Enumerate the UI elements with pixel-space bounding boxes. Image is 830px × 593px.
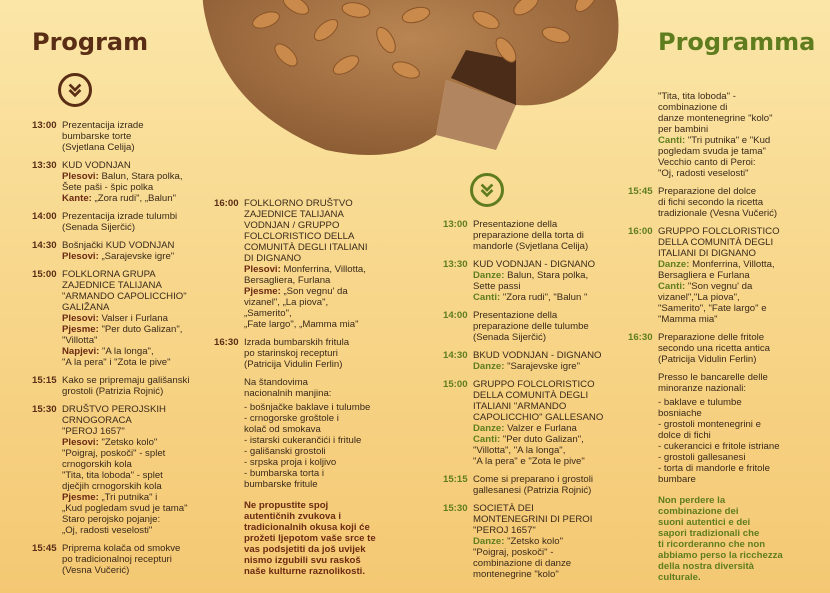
detail-label: Canti: [658,135,686,146]
description-line: po starinskoj recepturi [244,348,338,359]
description-line: SOCIETÀ DEI [473,503,534,514]
schedule-item [443,259,623,303]
performance-detail [62,492,212,536]
performance-detail [62,437,212,492]
detail-label: Danze: [473,270,505,281]
detail-label: Danze: [658,259,690,270]
stands-intro: Na štandovima nacionalnih manjina: [244,377,332,399]
stand-item: - grostoli montenegrini e dolce di fichi [658,419,761,441]
stand-item: - torta di mandorle e fritole bumbare [658,463,770,485]
description-line: Preparazione del dolce [658,186,757,197]
double-chevron-down-icon [58,73,92,107]
schedule-description [473,379,623,467]
schedule-description [62,404,212,536]
detail-text: Valzer e Furlana [504,423,577,434]
detail-text: "Sarajevske igre" [504,361,581,372]
performance-detail [473,361,623,372]
description-line: "ARMANDO CAPOLICCHIO" [62,291,187,302]
schedule-description [473,310,623,343]
description-line: (Senada Sijerčić) [62,222,136,233]
schedule-time: 15:45 [32,543,57,554]
schedule-description [473,219,623,252]
detail-text: „Sarajevske igre" [98,251,175,262]
schedule-time: 16:30 [628,332,653,343]
performance-detail [62,171,212,193]
schedule-time: 15:30 [443,503,468,514]
schedule-time: 13:30 [443,259,468,270]
programma-title: Programma [658,28,816,56]
detail-label: Pjesme: [62,324,99,335]
stands-block [658,372,808,583]
schedule-description [62,543,212,576]
schedule-time: 13:00 [443,219,468,230]
performance-detail [244,264,396,286]
schedule-description [62,211,212,233]
schedule-item [443,503,623,580]
detail-text: "Zetsko kolo" "Poigraj, poskoči" - splet crnogorskih kola "Tita, tita loboda" - splet dječjih crnogorskih kola [62,437,166,492]
schedule-time: 15:00 [32,269,57,280]
schedule-item [443,310,623,343]
italian-schedule-part-2 [628,91,808,583]
description-line: (Svjetlana Celija) [62,142,135,153]
detail-label: Pjesme: [62,492,99,503]
schedule-item [32,211,212,233]
detail-label: Danze: [473,536,505,547]
description-line: (Patricija Vidulin Ferlin) [244,359,343,370]
detail-label: Plesovi: [244,264,281,275]
stand-item: - gališanski grostoli [244,446,326,457]
detail-text: "A la longa", "A la pera" i "Zota le pive" [62,346,171,368]
description-line: Presentazione della [473,310,558,321]
schedule-item [443,219,623,252]
performance-detail [658,259,808,281]
description-line: Izrada bumbarskih fritula [244,337,350,348]
description-line: Presentazione della [473,219,558,230]
performance-detail [62,346,212,368]
description-line: ITALIANI DI DIGNANO [658,248,756,259]
description-line: GALIŽANA [62,302,110,313]
schedule-item [214,337,396,370]
description-line: "PEROJ 1657" [473,525,536,536]
description-line: DI DIGNANO [244,253,302,264]
description-line: KUD VODNJAN - DIGNANO [473,259,596,270]
detail-label: Danze: [473,423,505,434]
description-line: FOLKLORNO DRUŠTVO [244,198,353,209]
description-line: GRUPPO FOLCLORISTICO [473,379,595,390]
schedule-description [473,350,623,372]
description-line: Priprema kolača od smokve [62,543,181,554]
performance-detail [473,292,623,303]
performance-detail [658,135,808,179]
schedule-description [658,226,808,325]
performance-detail [658,281,808,325]
description-line: FOLCLORISTICO DELLA [244,231,355,242]
stand-item: - cukerancici e fritole istriane [658,441,780,452]
detail-text: "Per duto Galizan", "Villotta" [62,324,183,346]
description-line: Bošnjački KUD VODNJAN [62,240,175,251]
description-line: secondo una ricetta antica [658,343,771,354]
schedule-description [473,503,623,580]
description-line: po tradicionalnoj recepturi [62,554,172,565]
schedule-item [32,120,212,153]
schedule-description [658,332,808,365]
schedule-time: 14:00 [443,310,468,321]
stands-block [244,377,396,577]
schedule-time: 14:30 [443,350,468,361]
detail-text: „Zora rudi", „Balun" [91,193,176,204]
description-line: DELLA COMUNITÀ DEGLI [658,237,774,248]
detail-label: Canti: [473,434,501,445]
stand-item: - srpska proja i koljivo [244,457,337,468]
schedule-item [214,198,396,330]
detail-text: Valser i Furlana [98,313,168,324]
description-line: FOLKLORNA GRUPA [62,269,156,280]
description-line: DELLA COMUNITÀ DEGLI [473,390,589,401]
detail-text: "Tri putnika" e "Kud pogledam svuda je tama" Vecchio canto di Peroi: "Oj, radosti veselosti" [658,135,771,179]
stand-item: - bumbarska torta i bumbarske fritule [244,468,324,490]
detail-text: "Son vegnu' da vizanel","La piova", "Samerito", "Fate largo" e "Mamma mia" [658,281,767,325]
description-line: di fichi secondo la ricetta [658,197,764,208]
schedule-time: 16:00 [628,226,653,237]
performance-detail [473,423,623,434]
description-line: gallesanesi (Patrizia Rojnić) [473,485,592,496]
schedule-description [244,337,396,370]
schedule-item [32,375,212,397]
description-line: CRNOGORACA [62,415,132,426]
performance-detail [62,313,212,324]
detail-text: Balun, Stara polka, Sette passi [473,270,589,292]
description-line: COMUNITÀ DEGLI ITALIANI [244,242,368,253]
description-line: preparazione della torta di [473,230,584,241]
description-line: MONTENEGRINI DI PEROI [473,514,593,525]
performance-detail [473,434,623,467]
description-line: grostoli (Patrizia Rojnić) [62,386,164,397]
closing-note: Ne propustite spoj autentičnih zvukova i tradicionalnih okusa koji će prožeti ljepotom vaše srce te vas podsjetiti da još uvijek nismo izgubili svu raskoš naše kulturne raznolikosti. [244,500,376,577]
description-line: KUD VODNJAN [62,160,131,171]
stand-item: - bošnjačke baklave i tulumbe [244,402,371,413]
detail-label: Plesovi: [62,251,99,262]
detail-text: „Son vegnu' da vizanel", „La piova", „Samerito", „Fate largo", „Mamma mia" [244,286,359,330]
description-line: CAPOLICCHIO" GALLESANO [473,412,604,423]
schedule-item [628,332,808,365]
schedule-item [443,474,623,496]
performance-detail [62,324,212,346]
schedule-description [658,186,808,219]
schedule-item [32,404,212,536]
schedule-time: 15:45 [628,186,653,197]
schedule-time: 13:30 [32,160,57,171]
schedule-time: 16:00 [214,198,239,209]
description-line: ZAJEDNICE TALIJANA [62,280,162,291]
description-line: (Vesna Vučerić) [62,565,130,576]
description-line: Kako se pripremaju gališanski [62,375,190,386]
schedule-description [62,375,212,397]
detail-label: Canti: [658,281,686,292]
description-line: Come si preparano i grostoli [473,474,593,485]
schedule-item [32,240,212,262]
detail-text: Balun, Stara polka, Šete paši - špic polka [62,171,183,193]
description-line: VODNJAN / GRUPPO [244,220,340,231]
schedule-description [473,259,623,303]
description-line: bumbarske torte [62,131,132,142]
schedule-description [62,240,212,262]
detail-text: "Zetsko kolo" "Poigraj, poskoči" - combinazione di danze montenegrine "kolo" [473,536,572,580]
description-line: GRUPPO FOLCLORISTICO [658,226,780,237]
stand-item: - crnogorske groštole i kolač od smokava [244,413,339,435]
double-chevron-down-icon [470,173,504,207]
schedule-time: 15:00 [443,379,468,390]
schedule-item [628,186,808,219]
schedule-time: 16:30 [214,337,239,348]
detail-text: „Tri putnika" i „Kud pogledam svud je tama" Staro perojsko pojanje: „Oj, radosti veselosti" [62,492,188,536]
continued-text: "Tita, tita loboda" - combinazione di danze montenegrine "kolo" per bambini [658,91,773,135]
description-line: "PEROJ 1657" [62,426,125,437]
detail-label: Plesovi: [62,171,99,182]
detail-text: Monferrina, Villotta, Bersagliera, Furlana [244,264,366,286]
description-line: (Patricija Vidulin Ferlin) [658,354,757,365]
detail-label: Canti: [473,292,501,303]
schedule-item [628,226,808,325]
performance-detail [244,286,396,330]
detail-text: Monferrina, Villotta, Bersagliera e Furlana [658,259,775,281]
description-line: tradizionale (Vesna Vučerić) [658,208,778,219]
schedule-description [244,198,396,330]
description-line: Preparazione delle fritole [658,332,765,343]
detail-label: Pjesme: [244,286,281,297]
detail-label: Kante: [62,193,92,204]
detail-label: Napjevi: [62,346,100,357]
closing-note: Non perdere la combinazione dei suoni autentici e dei sapori tradizionali che ti ricorderanno che non abbiamo perso la ricchezza della nostra diversità culturale. [658,495,783,583]
schedule-time: 15:30 [32,404,57,415]
description-line: (Senada Sijerčić) [473,332,547,343]
schedule-time: 14:00 [32,211,57,222]
schedule-item [443,350,623,372]
schedule-time: 15:15 [443,474,468,485]
description-line: ITALIANI "ARMANDO [473,401,567,412]
stand-item: - grostoli gallesanesi [658,452,746,463]
detail-label: Plesovi: [62,313,99,324]
almond-cake-image [196,0,626,165]
detail-label: Plesovi: [62,437,99,448]
schedule-description [62,269,212,368]
stand-item: - istarski cukerančići i fritule [244,435,362,446]
stands-intro: Presso le bancarelle delle minoranze nazionali: [658,372,768,394]
description-line: Prezentacija izrade tulumbi [62,211,178,222]
detail-label: Danze: [473,361,505,372]
croatian-schedule-part-1 [32,120,212,583]
schedule-time: 14:30 [32,240,57,251]
description-line: mandorle (Svjetlana Celija) [473,241,589,252]
schedule-item [32,543,212,576]
performance-detail [62,193,212,204]
detail-text: "Zora rudi", "Balun " [500,292,588,303]
performance-detail [62,251,212,262]
program-title: Program [32,28,149,56]
schedule-item [32,269,212,368]
italian-schedule-part-1 [443,219,623,587]
schedule-description [62,120,212,153]
schedule-description [62,160,212,204]
description-line: BKUD VODNJAN - DIGNANO [473,350,602,361]
schedule-description [473,474,623,496]
schedule-time: 15:15 [32,375,57,386]
croatian-schedule-part-2 [214,198,396,577]
performance-detail [473,270,623,292]
description-line: Prezentacija izrade [62,120,144,131]
schedule-time: 13:00 [32,120,57,131]
stand-item: - baklave e tulumbe bosniache [658,397,742,419]
schedule-item [32,160,212,204]
continued-item [658,91,808,179]
schedule-item [443,379,623,467]
description-line: preparazione delle tulumbe [473,321,589,332]
detail-text: "Per duto Galizan", "Villotta", "A la longa", "A la pera" e "Zota le pive" [473,434,585,467]
performance-detail [473,536,623,580]
description-line: ZAJEDNICE TALIJANA [244,209,344,220]
description-line: DRUŠTVO PEROJSKIH [62,404,166,415]
